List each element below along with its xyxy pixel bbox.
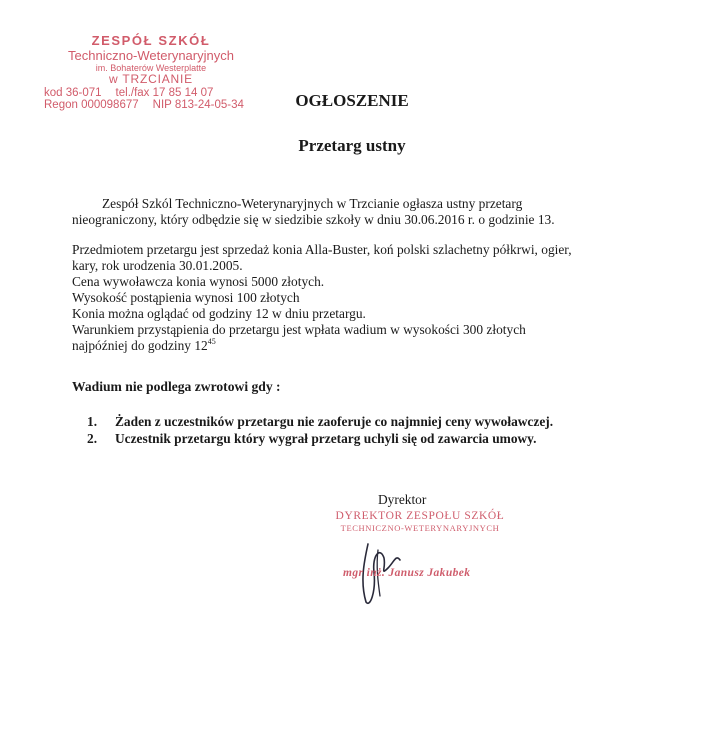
director-stamp-line-2: TECHNICZNO-WETERYNARYJNYCH: [340, 523, 500, 533]
stamp-tel: tel./fax 17 85 14 07: [115, 86, 214, 99]
stamp-kod: kod 36-071: [44, 86, 102, 99]
page-title: OGŁOSZENIE: [295, 91, 409, 110]
list-item-number: 1.: [87, 414, 98, 429]
list-item-text: Żaden z uczestników przetargu nie zaoferuje co najmniej ceny wywoławczej.: [115, 414, 554, 429]
intro-line-1: Zespół Szkól Techniczno-Weterynaryjnych w Trzcianie ogłasza ustny przetarg: [102, 196, 523, 211]
details-line-5: Konia można oglądać od godziny 12 w dniu przetargu.: [72, 306, 366, 321]
stamp-line-4: w TRZCIANIE: [109, 72, 193, 87]
director-stamp: [300, 510, 540, 533]
director-label: Dyrektor: [378, 492, 427, 507]
details-line-7: [72, 338, 632, 354]
intro-paragraph: [72, 196, 632, 228]
details-line-3: Cena wywoławcza konia wynosi 5000 złotych.: [72, 274, 325, 289]
conditions-list: [87, 413, 553, 447]
list-item-text: Uczestnik przetargu który wygrał przetarg uchyli się od zawarcia umowy.: [115, 431, 537, 446]
details-line-1: Przedmiotem przetargu jest sprzedaż konia Alla-Buster, koń polski szlachetny półkrwi, ogier,: [72, 242, 572, 257]
page-subtitle: Przetarg ustny: [298, 136, 406, 155]
stamp-line-2: Techniczno-Weterynaryjnych: [68, 47, 234, 63]
stamp-regon: Regon 000098677: [44, 99, 139, 112]
stamp-line-3: im. Bohaterów Westerplatte: [95, 63, 207, 74]
details-paragraph: [72, 242, 632, 354]
list-item: [87, 413, 553, 430]
details-line-4: Wysokość postąpienia wynosi 100 złotych: [72, 290, 300, 305]
details-line-7-sup: 45: [207, 337, 216, 346]
director-stamp-line-1: DYREKTOR ZESPOŁU SZKÓŁ: [335, 510, 505, 522]
details-line-7-text: najpóźniej do godziny 12: [72, 338, 208, 353]
stamp-line-1: ZESPÓŁ SZKÓŁ: [91, 33, 211, 48]
details-line-6: Warunkiem przystąpienia do przetargu jest wpłata wadium w wysokości 300 złotych: [72, 322, 526, 337]
list-item: [87, 430, 553, 447]
director-name: mgr inż. Janusz Jakubek: [343, 567, 471, 579]
intro-line-2: nieograniczony, który odbędzie się w siedzibie szkoły w dniu 30.06.2016 r. o godzinie 13.: [72, 212, 555, 227]
stamp-nip: NIP 813-24-05-34: [152, 99, 244, 112]
details-line-2: kary, rok urodzenia 30.01.2005.: [72, 258, 243, 273]
list-item-number: 2.: [87, 431, 98, 446]
wadium-heading: Wadium nie podlega zwrotowi gdy :: [72, 379, 281, 394]
